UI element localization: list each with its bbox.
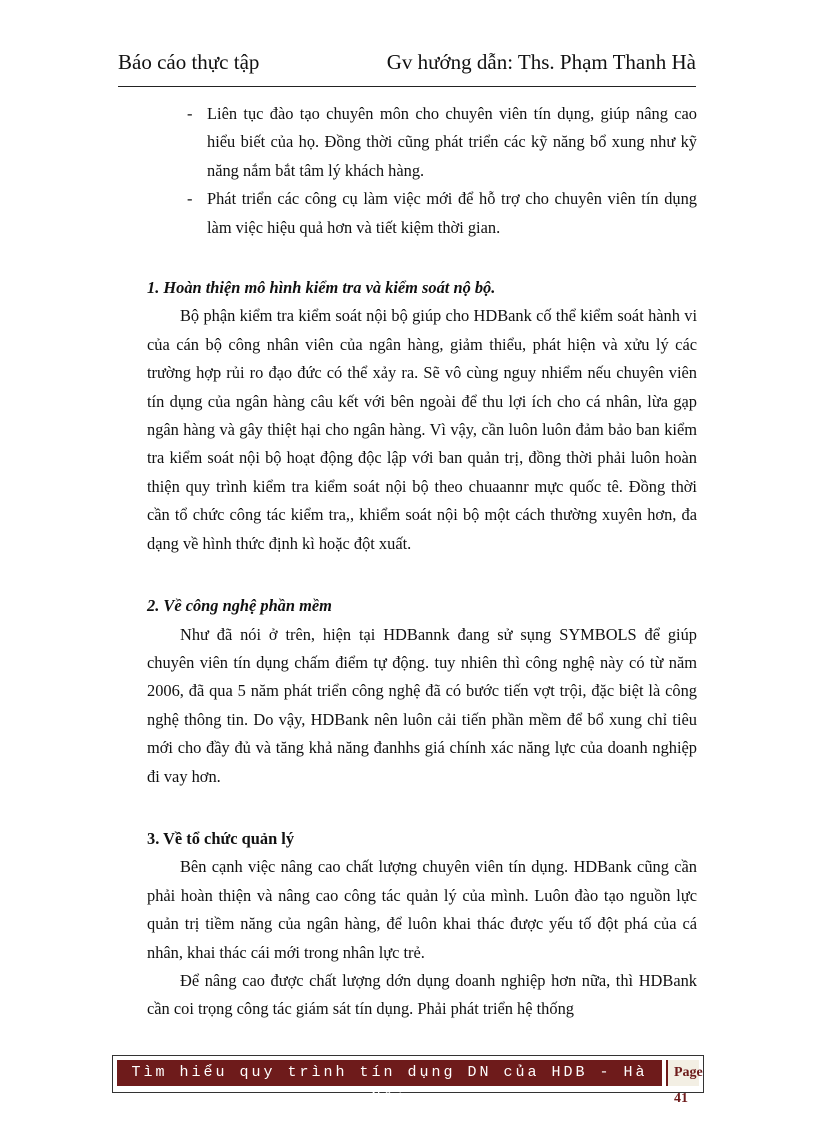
paragraph: Để nâng cao được chất lượng dớn dụng doanh nghiệp hơn nữa, thì HDBank cần coi trọng công tác giám sát tín dụng. Phải phát triển hệ thống — [147, 970, 697, 1019]
paragraph: Như đã nói ở trên, hiện tại HDBannk đang sử sụng SYMBOLS để giúp chuyên viên tín dụng chấm điểm tự động. tuy nhiên thì công nghệ này có từ năm 2006, đã qua 5 năm phát triển công nghệ đã có bước tiến vợt trội, đặc biệt là công nghệ thông tin. Do vậy, HDBank nên luôn cải tiến phần mềm để bổ xung chỉ tiêu mới cho đầy đủ và tăng khả năng đanhhs giá chính xác năng lực của doanh nghiệp đi vay hơn. — [147, 624, 697, 786]
bullet-dash: - — [187, 189, 193, 209]
page-footer — [112, 1055, 704, 1107]
bullet-text: Phát triển các công cụ làm việc mới để hỗ trợ cho chuyên viên tín dụng làm việc hiệu quả hơn và tiết kiệm thời gian. — [207, 189, 697, 237]
paragraph: Bên cạnh việc nâng cao chất lượng chuyên viên tín dụng. HDBank cũng cần phải hoàn thiện và nâng cao công tác quản lý của mình. Luôn đào tạo nguồn lực quản trị tiềm năng của ngân hàng, để luôn khai thác được yếu tố đột phá của cá nhân, khai thác cái mới trong nhân lực trẻ. — [147, 857, 697, 962]
paragraph: Bộ phận kiểm tra kiểm soát nội bộ giúp cho HDBank cố thể kiểm soát hành vi của cán bộ công nhân viên của ngân hàng, giảm thiểu, phát hiện và xửu lý các trường hợp rủi ro đạo đức có thể xảy ra. Sẽ vô cùng nguy nhiểm nếu chuyên viên tín dụng của ngân hàng câu kết với bên ngoài để thu lợi ích cho cá nhân, lừa gạp ngân hàng và gây thiệt hại cho ngân hàng. Vì vậy, cần luôn luôn đảm bảo ban kiểm tra kiểm soát nội bộ hoạt động độc lập với ban quản trị, đồng thời phải luôn hoàn thiện quy trình kiểm tra kiểm soát nội bộ theo chuaannr mực quốc tê. Đồng thời cần tổ chức công tác kiểm tra,, khiểm soát nội bộ một cách thường xuyên hơn, đa dạng về hình thức định kì hoặc đột xuất. — [147, 306, 697, 553]
header-supervisor: Gv hướng dẫn: Ths. Phạm Thanh Hà — [386, 50, 696, 74]
footer-title: Tìm hiểu quy trình tín dụng DN của HDB - Hà Nội — [117, 1060, 662, 1086]
header-report-title: Báo cáo thực tập — [118, 50, 260, 74]
page-header — [118, 50, 696, 82]
page-number: Page 41 — [666, 1060, 699, 1086]
section-heading: 3. Về tổ chức quản lý — [147, 828, 295, 848]
bullet-dash: - — [187, 104, 193, 123]
bullet-item — [147, 185, 697, 242]
section-heading: 1. Hoàn thiện mô hình kiểm tra và kiểm soát nộ bộ. — [147, 278, 496, 298]
header-rule — [118, 86, 696, 87]
bullet-item — [147, 100, 697, 185]
page-body — [147, 100, 697, 1024]
section-heading: 2. Về công nghệ phần mềm — [147, 596, 332, 616]
bullet-text: Liên tục đào tạo chuyên môn cho chuyên viên tín dụng, giúp nâng cao hiểu biết của họ. Đồng thời cũng phát triển các kỹ năng bổ xung như kỹ năng nắm bắt tâm lý khách hàng. — [207, 104, 697, 180]
